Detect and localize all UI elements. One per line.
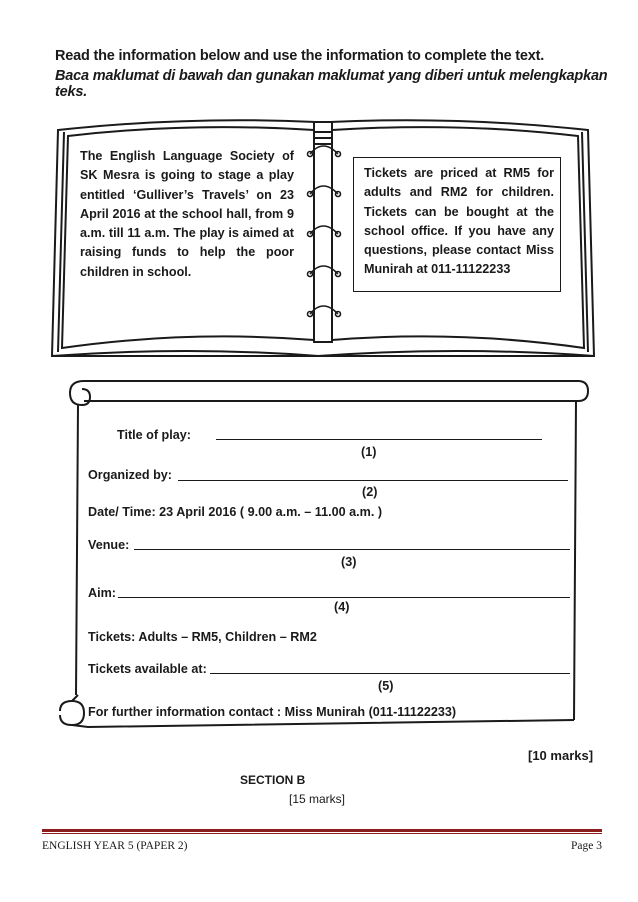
tickets-available-row: [88, 662, 207, 676]
venue-row: [88, 538, 129, 552]
venue-blank[interactable]: [134, 549, 570, 550]
footer-page-number: Page 3: [571, 840, 602, 852]
book-left-page-text: The English Language Society of SK Mesra is going to stage a play entitled ‘Gulliver’s Travels’ on 23 April 2016 at the school hall, from 9 a.m. till 11 a.m. The play is aimed at raising funds to help the poor children in school.: [80, 149, 294, 279]
blank-number-5: (5): [378, 679, 394, 693]
blank-number-4: (4): [334, 600, 350, 614]
venue-label: Venue:: [88, 538, 130, 552]
instruction-english: Read the information below and use the information to complete the text.: [55, 48, 545, 64]
organized-by-row: [88, 468, 172, 482]
organized-by-blank[interactable]: [178, 480, 568, 481]
blank-number-2: (2): [362, 485, 378, 499]
footer-rule-thin: [42, 833, 602, 834]
tickets-available-blank[interactable]: [210, 673, 570, 674]
section-b-marks: [15 marks]: [289, 792, 346, 806]
blank-number-3: (3): [341, 555, 357, 569]
tickets-available-label: Tickets available at:: [88, 662, 207, 676]
title-of-play-blank[interactable]: [216, 439, 542, 440]
contact-line: For further information contact : Miss Munirah (011-11122233): [88, 705, 457, 719]
tickets-price-line: Tickets: Adults – RM5, Children – RM2: [88, 630, 317, 644]
marks-label: [10 marks]: [528, 748, 594, 763]
organized-by-label: Organized by:: [88, 468, 172, 482]
book-right-page-text: Tickets are priced at RM5 for adults and RM2 for children. Tickets can be bought at the school office. If you have any questions, please contact Miss Munirah at 011-11122233: [364, 166, 554, 277]
footer-rule: [42, 829, 602, 832]
aim-label: Aim:: [88, 586, 116, 600]
section-b-title: SECTION B: [240, 773, 306, 787]
date-time-line: Date/ Time: 23 April 2016 ( 9.00 a.m. – 11.00 a.m. ): [88, 505, 383, 519]
aim-row: [88, 586, 116, 600]
footer-subject: ENGLISH YEAR 5 (PAPER 2): [42, 840, 188, 852]
blank-number-1: (1): [361, 445, 377, 459]
instruction-malay: Baca maklumat di bawah dan gunakan maklumat yang diberi untuk melengkapkan teks.: [55, 68, 608, 100]
title-of-play-label: Title of play:: [117, 428, 191, 442]
title-of-play-row: [117, 428, 191, 442]
aim-blank[interactable]: [118, 597, 570, 598]
